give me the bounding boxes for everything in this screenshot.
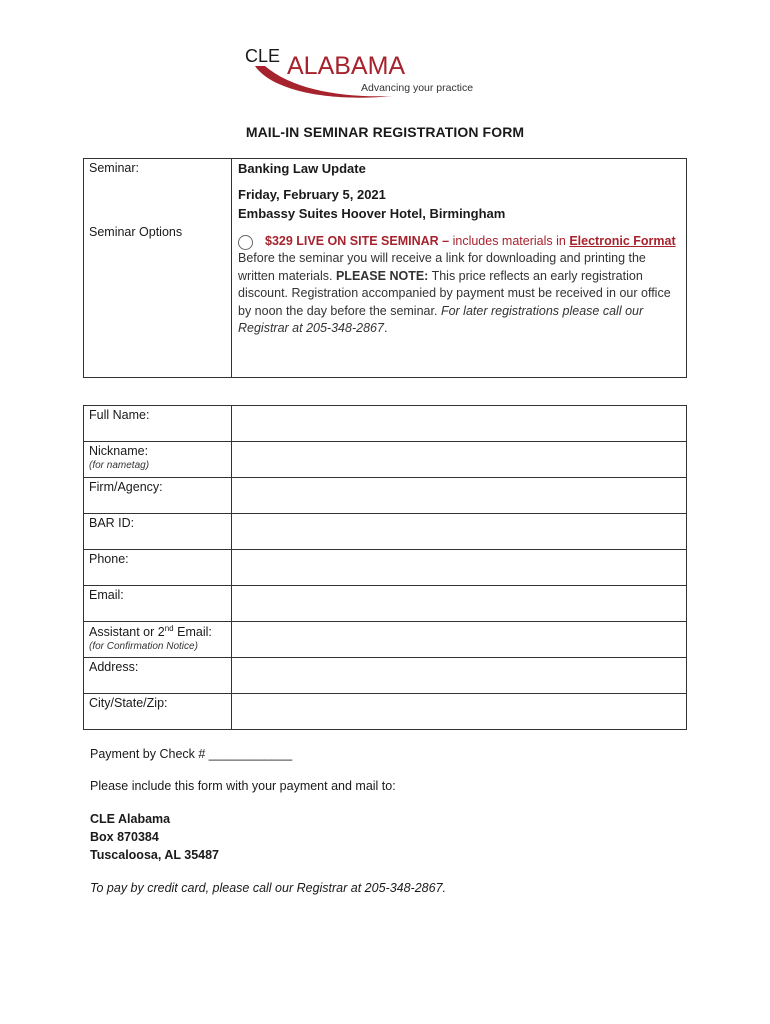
city-state-zip-label: City/State/Zip: (84, 694, 232, 730)
cle-alabama-logo (243, 40, 528, 104)
email-field[interactable] (232, 586, 687, 622)
city-state-zip-field[interactable] (232, 694, 687, 730)
assistant-note: (for Confirmation Notice) (89, 641, 198, 653)
table-row (84, 586, 687, 622)
table-row (84, 406, 687, 442)
table-row (84, 550, 687, 586)
assistant-email-field[interactable] (232, 622, 687, 658)
bar-id-field[interactable] (232, 514, 687, 550)
option-radio-button[interactable] (238, 235, 253, 250)
option-please-note: PLEASE NOTE: (335, 268, 429, 283)
option-format-text: Electronic Format (569, 234, 676, 248)
seminar-options-label: Seminar Options (89, 225, 183, 239)
table-row (84, 514, 687, 550)
option-live-seminar[interactable] (238, 233, 680, 250)
table-row (84, 694, 687, 730)
option-body-2: This price reflects an early registration discount. Registration accompanied by payment must be received in our office by noon the day before the seminar. (238, 268, 671, 318)
address-field[interactable] (232, 658, 687, 694)
seminar-venue: Embassy Suites Hoover Hotel, Birmingham (238, 206, 506, 221)
seminar-table (83, 158, 687, 378)
logo-alabama: ALABAMA (287, 52, 406, 80)
full-name-label: Full Name: (84, 406, 232, 442)
option-live-text: LIVE ON SITE SEMINAR – (296, 234, 450, 248)
nickname-note: (for nametag) (89, 460, 150, 471)
option-later-end: . (383, 321, 388, 335)
mail-instruction: Please include this form with your payment and mail to: (90, 779, 396, 793)
payment-check-line: Payment by Check # ____________ (90, 747, 293, 761)
assistant-email-label-cell (84, 622, 232, 658)
nickname-field[interactable] (232, 442, 687, 478)
firm-label: Firm/Agency: (84, 478, 232, 514)
seminar-label-cell (84, 159, 232, 378)
option-body-1: Before the seminar you will receive a link for downloading and printing the written materials. (238, 251, 646, 283)
option-description (238, 250, 680, 338)
seminar-title: Banking Law Update (238, 161, 366, 176)
logo-tagline: Advancing your practice (361, 82, 474, 94)
nickname-label-cell (84, 442, 232, 478)
bar-id-label: BAR ID: (84, 514, 232, 550)
assistant-prefix: Assistant or 2 (89, 625, 165, 640)
option-later-1: For later registrations (440, 303, 560, 318)
table-row (84, 442, 687, 478)
table-row (84, 622, 687, 658)
seminar-info-cell (232, 159, 687, 378)
seminar-label: Seminar: (89, 161, 140, 175)
assistant-suffix: Email: (173, 625, 212, 640)
full-name-field[interactable] (232, 406, 687, 442)
firm-field[interactable] (232, 478, 687, 514)
mailing-address-line-1: CLE Alabama (90, 812, 171, 826)
nickname-label: Nickname: (89, 444, 149, 458)
table-row (84, 658, 687, 694)
footer-section (90, 747, 690, 895)
phone-field[interactable] (232, 550, 687, 586)
mailing-address-line-3: Tuscaloosa, AL 35487 (90, 848, 219, 862)
logo-cle: CLE (245, 46, 281, 66)
seminar-date: Friday, February 5, 2021 (238, 187, 386, 202)
option-later-3: Registrar at 205-348-2867 (238, 321, 384, 335)
form-title: MAIL-IN SEMINAR REGISTRATION FORM (245, 124, 525, 140)
contact-info-table (83, 405, 687, 730)
address-label: Address: (84, 658, 232, 694)
option-heading (265, 233, 676, 250)
option-includes-text: includes materials in (452, 234, 566, 248)
option-later-2: please call our (562, 303, 644, 318)
option-price: $329 (265, 234, 293, 248)
assistant-sup: nd (164, 624, 174, 633)
email-label: Email: (84, 586, 232, 622)
credit-card-note: To pay by credit card, please call our Registrar at 205-348-2867. (90, 881, 446, 895)
phone-label: Phone: (84, 550, 232, 586)
table-row (84, 478, 687, 514)
mailing-address-line-2: Box 870384 (90, 830, 159, 844)
